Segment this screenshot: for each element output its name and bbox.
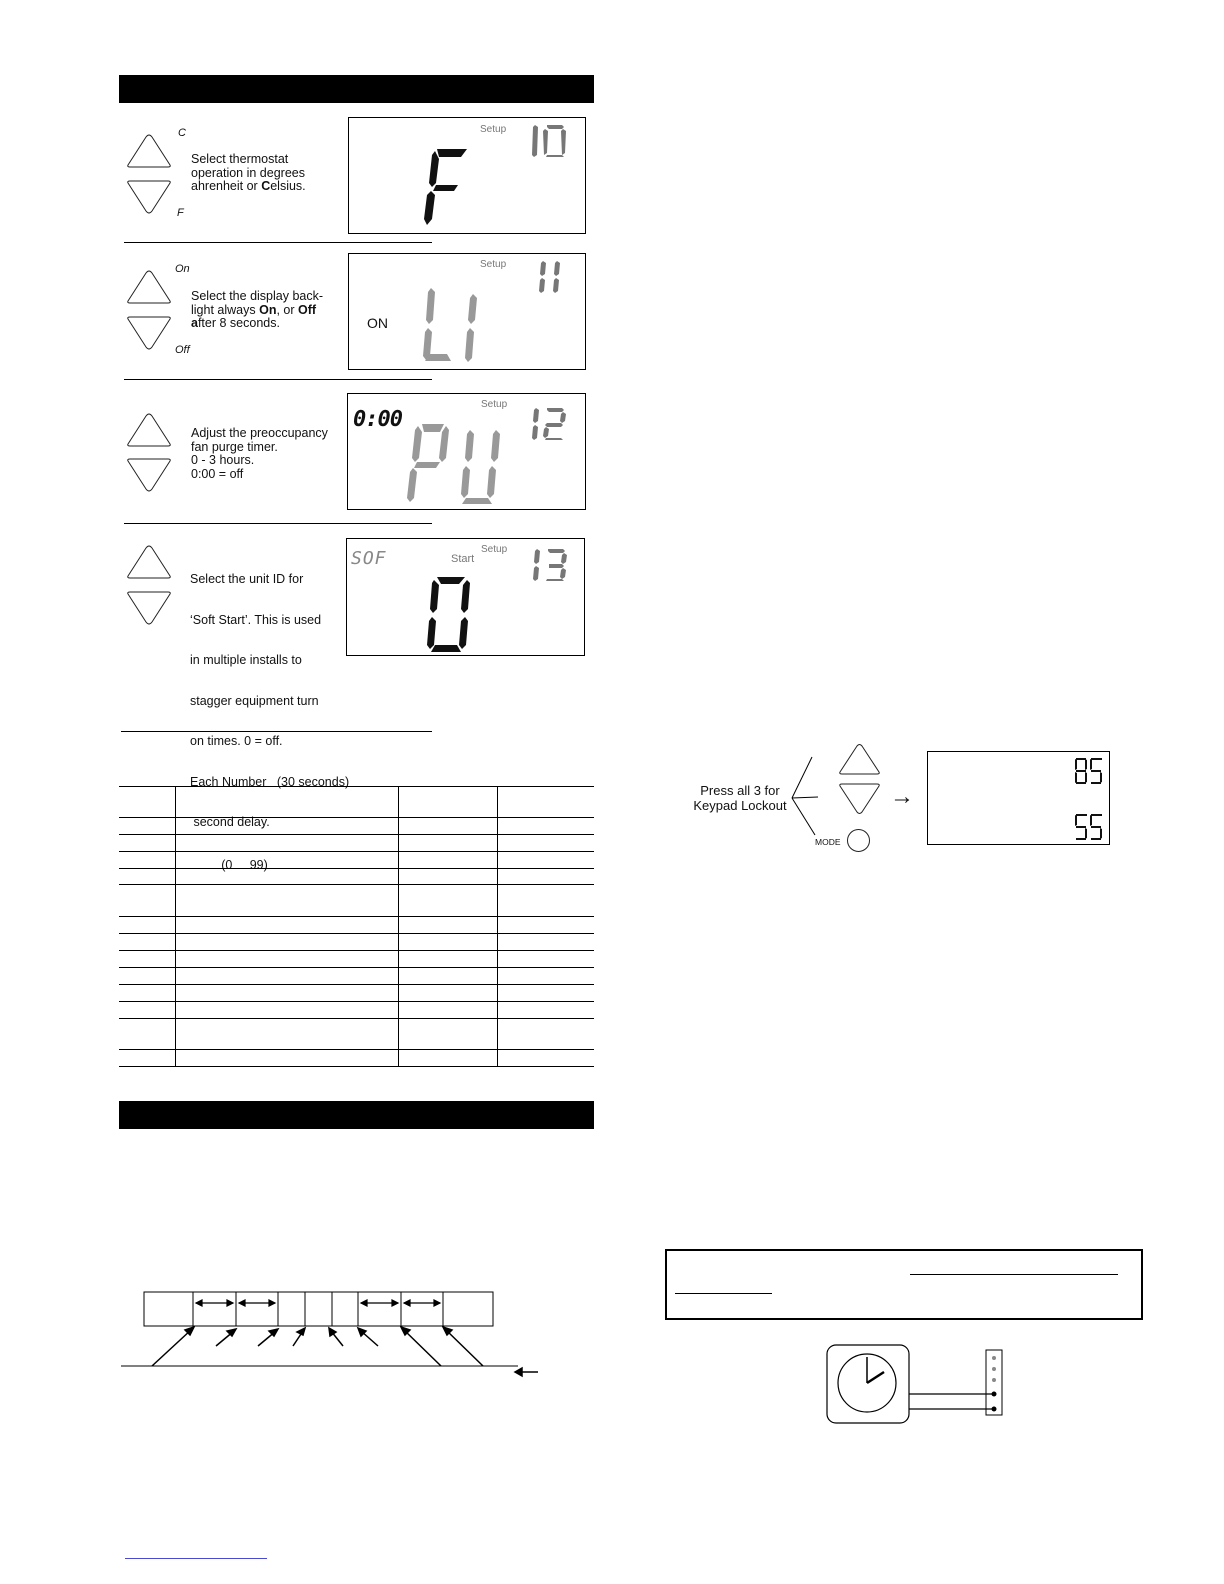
table-header-row xyxy=(119,787,594,818)
step-number-10 xyxy=(529,123,569,159)
lcd-main-chars xyxy=(404,422,504,506)
desc-line: in multiple installs to xyxy=(190,653,302,667)
start-indicator: Start xyxy=(451,553,475,565)
setup-indicator: Setup xyxy=(480,259,507,270)
lockout-label-line: Keypad Lockout xyxy=(693,798,787,813)
lcd-timer: 0:00 xyxy=(353,407,402,432)
down-arrow-button[interactable] xyxy=(124,314,174,352)
desc-line: Adjust the preoccupancy xyxy=(191,426,328,440)
table-row xyxy=(119,835,594,852)
step-description xyxy=(191,290,323,331)
up-arrow-button[interactable] xyxy=(837,742,882,776)
table-row xyxy=(119,869,594,885)
right-arrow-icon: → xyxy=(890,783,914,810)
down-arrow-button[interactable] xyxy=(124,456,174,494)
table-row xyxy=(119,1019,594,1050)
desc-line: stagger equipment turn xyxy=(190,693,319,708)
down-label: Off xyxy=(175,344,190,356)
table-row xyxy=(119,934,594,951)
setup-indicator: Setup xyxy=(480,124,507,135)
desc-line: 0:00 = off xyxy=(191,466,244,481)
section-header-bar-top xyxy=(119,75,594,103)
terminal-block-diagram xyxy=(118,1288,543,1386)
lcd-main-chars xyxy=(421,286,485,364)
desc-line: Select the unit ID for xyxy=(190,572,304,586)
table-row xyxy=(119,885,594,917)
lcd-top-left-text: SOF xyxy=(351,548,387,569)
footer-link[interactable] xyxy=(125,1558,267,1559)
lcd-display xyxy=(347,393,586,510)
desc-line: Each Number (30 seconds) xyxy=(190,774,350,789)
up-arrow-button[interactable] xyxy=(124,543,174,581)
lcd-main-char xyxy=(423,147,473,227)
desc-line: second delay. xyxy=(190,815,270,829)
up-arrow-button[interactable] xyxy=(124,411,174,449)
table-row xyxy=(119,985,594,1002)
lockout-label-line: Press all 3 for xyxy=(700,783,780,798)
up-label: C xyxy=(178,127,186,139)
divider xyxy=(124,523,432,524)
lcd-display xyxy=(346,538,585,656)
desc-line: ahrenheit or Celsius. xyxy=(191,179,306,193)
note-underline xyxy=(675,1293,772,1294)
lcd-main-char xyxy=(425,575,475,655)
down-arrow-button[interactable] xyxy=(837,782,882,816)
lcd-bottom-value xyxy=(1074,812,1104,842)
table-row xyxy=(119,852,594,869)
table-row xyxy=(119,968,594,985)
up-label: On xyxy=(175,263,190,275)
desc-line: 0 - 3 hours. xyxy=(191,453,255,467)
divider xyxy=(121,731,432,732)
up-arrow-button[interactable] xyxy=(124,132,174,170)
desc-line: (0 99) xyxy=(190,857,268,872)
desc-line: light always On, or Off xyxy=(191,302,317,317)
note-underline xyxy=(910,1274,1118,1275)
step-description xyxy=(191,153,306,194)
divider xyxy=(124,379,432,380)
divider xyxy=(124,242,432,243)
timeclock-wiring-diagram xyxy=(824,1343,1010,1427)
step-number-12 xyxy=(530,406,568,442)
step-number-13 xyxy=(531,547,569,583)
note-box xyxy=(665,1249,1143,1320)
desc-line: on times. 0 = off. xyxy=(190,734,283,748)
up-arrow-button[interactable] xyxy=(124,268,174,306)
parameter-table xyxy=(119,786,594,1067)
table-row xyxy=(119,951,594,968)
mode-label: MODE xyxy=(815,837,841,847)
desc-line: operation in degrees xyxy=(191,165,305,180)
table-row xyxy=(119,1002,594,1019)
desc-line: fan purge timer. xyxy=(191,439,278,454)
desc-line: Select thermostat xyxy=(191,152,289,166)
setup-indicator: Setup xyxy=(481,544,508,555)
lockout-lcd-display xyxy=(927,751,1110,845)
desc-line: after 8 seconds. xyxy=(191,316,280,330)
desc-line: Select the display back- xyxy=(191,289,324,303)
table-row xyxy=(119,818,594,835)
desc-line: ‘Soft Start’. This is used xyxy=(190,612,322,627)
table-row xyxy=(119,1050,594,1067)
table-row xyxy=(119,917,594,934)
lcd-display xyxy=(348,117,586,234)
down-arrow-button[interactable] xyxy=(124,589,174,627)
lockout-bracket xyxy=(790,755,830,850)
setup-indicator: Setup xyxy=(481,399,508,410)
lockout-label xyxy=(688,783,792,813)
lcd-display xyxy=(348,253,586,370)
step-number-11 xyxy=(537,259,563,295)
section-header-bar-bottom xyxy=(119,1101,594,1129)
lcd-left-text: ON xyxy=(367,315,388,331)
step-description xyxy=(191,427,328,481)
lcd-top-value xyxy=(1074,756,1104,786)
down-arrow-button[interactable] xyxy=(124,178,174,216)
down-label: F xyxy=(177,207,184,219)
mode-button[interactable] xyxy=(847,829,870,852)
